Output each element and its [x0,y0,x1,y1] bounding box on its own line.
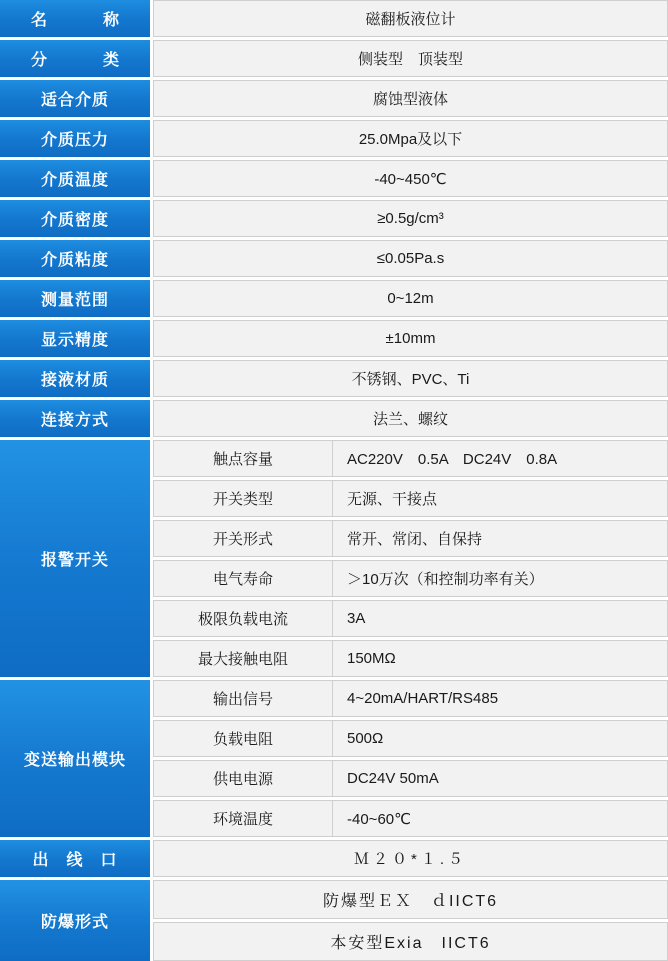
table-row [0,0,668,37]
row-label: 分 类 [0,40,150,77]
row-label: 出 线 口 [0,840,150,877]
table-row [0,240,668,277]
row-value: 不锈钢、PVC、Ti [153,360,668,397]
table-row [0,40,668,77]
group-items [153,680,668,837]
table-row [0,400,668,437]
row-value: -40~450℃ [153,160,668,197]
sub-row-value: AC220V 0.5A DC24V 0.8A [333,440,668,477]
table-row [0,320,668,357]
row-label: 适合介质 [0,80,150,117]
row-value: Ｍ２０*１.５ [153,840,668,877]
sub-row-label: 电气寿命 [153,560,333,597]
sub-row-label: 供电电源 [153,760,333,797]
row-label: 测量范围 [0,280,150,317]
row-label: 介质压力 [0,120,150,157]
sub-row [153,640,668,677]
row-value: 0~12m [153,280,668,317]
table-group-explosion-proof [0,880,668,961]
sub-row-value: 500Ω [333,720,668,757]
sub-row-label: 最大接触电阻 [153,640,333,677]
sub-row [153,520,668,557]
sub-row-value: DC24V 50mA [333,760,668,797]
row-label: 名 称 [0,0,150,37]
sub-row [153,720,668,757]
table-row-outlet [0,840,668,877]
sub-row-label: 开关类型 [153,480,333,517]
row-label: 连接方式 [0,400,150,437]
group-label: 防爆形式 [0,880,150,961]
group-items [153,440,668,677]
sub-row-value: 常开、常闭、自保持 [333,520,668,557]
row-label: 显示精度 [0,320,150,357]
group-label: 报警开关 [0,440,150,677]
sub-row [153,800,668,837]
table-group-alarm-switch [0,440,668,677]
row-label: 接液材质 [0,360,150,397]
sub-row [153,600,668,637]
sub-row-label: 环境温度 [153,800,333,837]
table-group-transmitter-module [0,680,668,837]
sub-row-label: 开关形式 [153,520,333,557]
sub-row-value: 150MΩ [333,640,668,677]
table-row [0,160,668,197]
table-row [0,360,668,397]
row-value: 25.0Mpa及以下 [153,120,668,157]
table-row [0,80,668,117]
row-label: 介质粘度 [0,240,150,277]
table-row [0,200,668,237]
sub-row [153,440,668,477]
row-value: ≥0.5g/cm³ [153,200,668,237]
sub-row-value: 3A [333,600,668,637]
table-row [0,120,668,157]
sub-row [153,760,668,797]
group-label: 变送输出模块 [0,680,150,837]
group-items [153,880,668,961]
sub-row [153,480,668,517]
sub-row-value: -40~60℃ [333,800,668,837]
row-value: 法兰、螺纹 [153,400,668,437]
sub-row [153,680,668,717]
stack-row: 防爆型ＥＸ ｄIICT6 [153,880,668,919]
row-value: ±10mm [153,320,668,357]
sub-row-value: ＞10万次（和控制功率有关） [333,560,668,597]
sub-row [153,560,668,597]
row-label: 介质密度 [0,200,150,237]
row-label: 介质温度 [0,160,150,197]
row-value: 磁翻板液位计 [153,0,668,37]
row-value: ≤0.05Pa.s [153,240,668,277]
row-value: 侧装型 顶装型 [153,40,668,77]
table-row [0,280,668,317]
stack-row: 本安型Exia IICT6 [153,922,668,961]
sub-row-label: 极限负载电流 [153,600,333,637]
sub-row-value: 无源、干接点 [333,480,668,517]
sub-row-label: 负载电阻 [153,720,333,757]
sub-row-label: 输出信号 [153,680,333,717]
row-value: 腐蚀型液体 [153,80,668,117]
sub-row-value: 4~20mA/HART/RS485 [333,680,668,717]
sub-row-label: 触点容量 [153,440,333,477]
